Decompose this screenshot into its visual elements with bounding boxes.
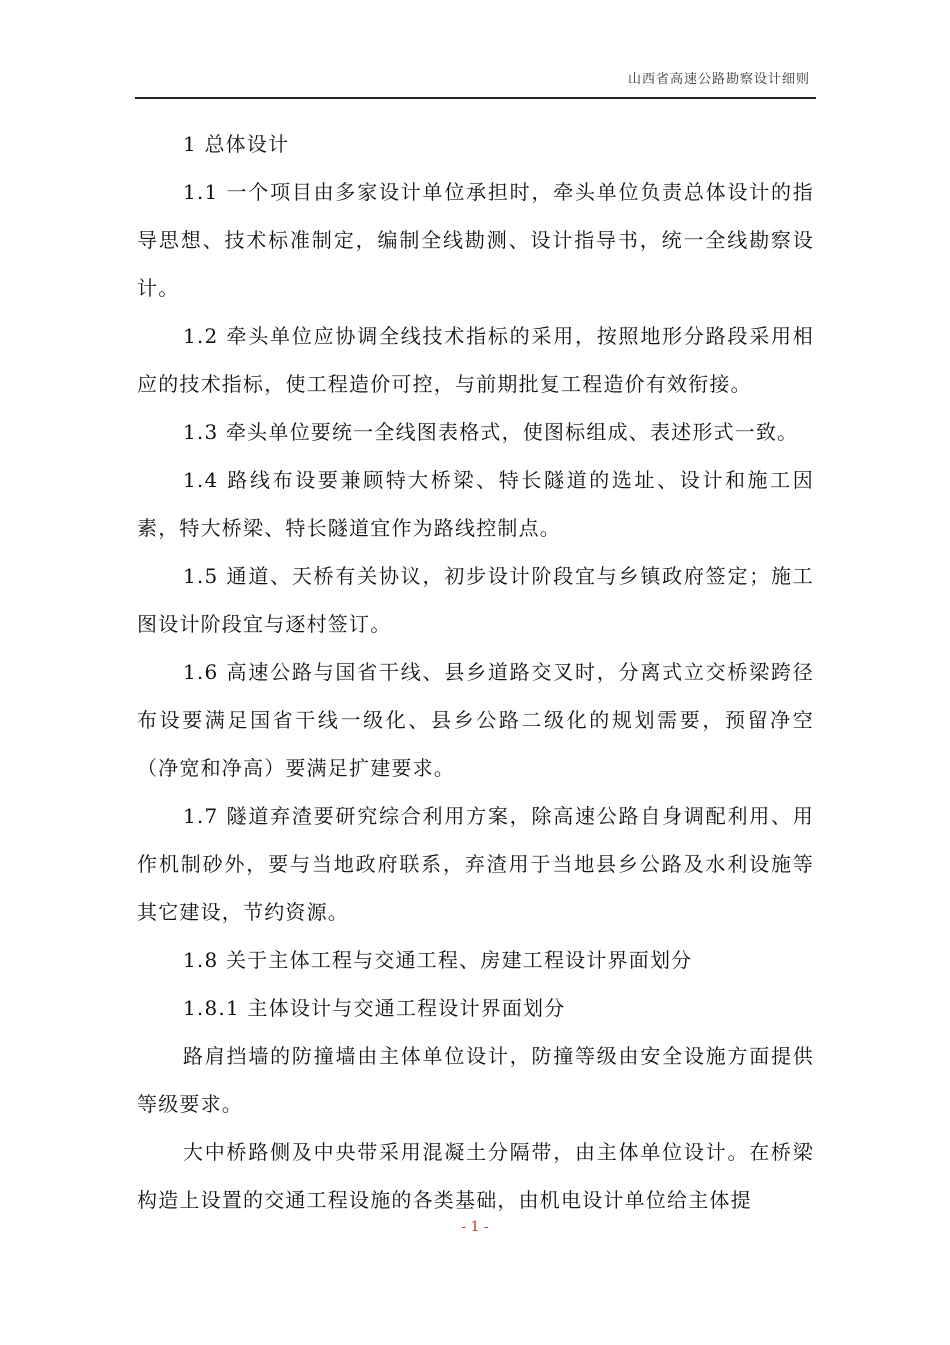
paragraph-1-5: 1.5 通道、天桥有关协议，初步设计阶段宜与乡镇政府签定；施工图设计阶段宜与逐村签订。 xyxy=(137,564,814,636)
paragraph-1-6: 1.6 高速公路与国省干线、县乡道路交叉时，分离式立交桥梁跨径布设要满足国省干线一级化、县乡公路二级化的规划需要，预留净空（净宽和净高）要满足扩建要求。 xyxy=(137,660,814,780)
header-title: 山西省高速公路勘察设计细则 xyxy=(627,72,810,87)
paragraph-guardwall: 路肩挡墙的防撞墙由主体单位设计，防撞等级由安全设施方面提供等级要求。 xyxy=(137,1044,814,1116)
page-number: - 1 - xyxy=(461,1219,489,1235)
header-rule xyxy=(135,97,816,99)
paragraph-1-8: 1.8 关于主体工程与交通工程、房建工程设计界面划分 xyxy=(183,948,693,972)
paragraph-1-4: 1.4 路线布设要兼顾特大桥梁、特长隧道的选址、设计和施工因素，特大桥梁、特长隧道宜作为路线控制点。 xyxy=(137,468,814,540)
paragraph-1-3: 1.3 牵头单位要统一全线图表格式，使图标组成、表述形式一致。 xyxy=(183,420,799,444)
paragraph-1-8-1: 1.8.1 主体设计与交通工程设计界面划分 xyxy=(183,996,566,1020)
paragraph-1-1: 1.1 一个项目由多家设计单位承担时，牵头单位负责总体设计的指导思想、技术标准制定，编制全线勘测、设计指导书，统一全线勘察设计。 xyxy=(137,180,814,300)
section-heading: 1 总体设计 xyxy=(183,132,290,156)
paragraph-1-7: 1.7 隧道弃渣要研究综合利用方案，除高速公路自身调配利用、用作机制砂外，要与当地政府联系，弃渣用于当地县乡公路及水利设施等其它建设，节约资源。 xyxy=(137,804,814,924)
paragraph-1-2: 1.2 牵头单位应协调全线技术指标的采用，按照地形分路段采用相应的技术指标，使工程造价可控，与前期批复工程造价有效衔接。 xyxy=(137,324,814,396)
paragraph-median: 大中桥路侧及中央带采用混凝土分隔带，由主体单位设计。在桥梁构造上设置的交通工程设施的各类基础，由机电设计单位给主体提 xyxy=(137,1140,814,1212)
body-text xyxy=(137,120,814,1224)
